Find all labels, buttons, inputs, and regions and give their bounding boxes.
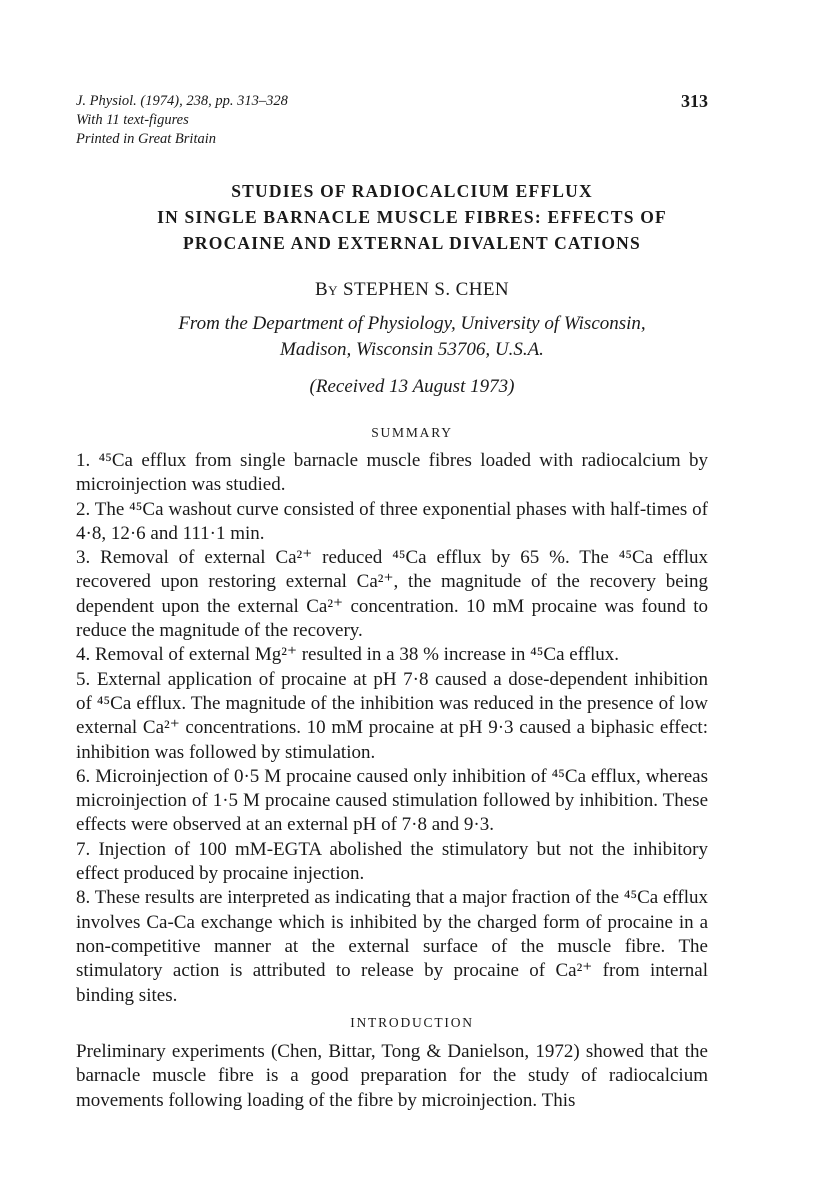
summary-item: 1. ⁴⁵Ca efflux from single barnacle muscle fibres loaded with radiocalcium by microinjection was studied. xyxy=(76,450,708,496)
title-line-1: STUDIES OF RADIOCALCIUM EFFLUX xyxy=(231,181,593,201)
introduction-section xyxy=(76,1040,708,1113)
summary-item: 3. Removal of external Ca²⁺ reduced ⁴⁵Ca efflux by 65 %. The ⁴⁵Ca efflux recovered upon restoring external Ca²⁺, the magnitude of the recovery being dependent upon the external Ca²⁺ concentration. 10 mM procaine was found to reduce the magnitude of the recovery. xyxy=(76,547,708,642)
summary-heading: SUMMARY xyxy=(371,425,453,440)
summary-item: 2. The ⁴⁵Ca washout curve consisted of three exponential phases with half-times of 4·8, 12·6 and 111·1 min. xyxy=(76,498,708,544)
summary-item: 7. Injection of 100 mM-EGTA abolished the stimulatory but not the inhibitory effect produced by procaine injection. xyxy=(76,838,708,885)
author-name: STEPHEN S. CHEN xyxy=(343,279,509,300)
summary-item: 5. External application of procaine at pH 7·8 caused a dose-dependent inhibition of ⁴⁵Ca efflux. The magnitude of the inhibition was reduced in the presence of low external Ca²⁺ concentrations. 10 mM procaine at pH 9·3 caused a biphasic effect: inhibition was followed by stimulation. xyxy=(76,668,708,763)
summary-section xyxy=(76,449,708,1008)
title-line-3: PROCAINE AND EXTERNAL DIVALENT CATIONS xyxy=(183,233,641,253)
summary-item: 8. These results are interpreted as indicating that a major fraction of the ⁴⁵Ca efflux involves Ca-Ca exchange which is inhibited by the charged form of procaine in a non-competitive manner at the external surface of the muscle fibre. The stimulatory action is attributed to release by procaine of Ca²⁺ from internal binding sites. xyxy=(76,887,708,1006)
affiliation-line-2: Madison, Wisconsin 53706, U.S.A. xyxy=(280,339,544,360)
affiliation xyxy=(76,311,748,363)
received-date: (Received 13 August 1973) xyxy=(309,376,515,397)
affiliation-line-1: From the Department of Physiology, University of Wisconsin, xyxy=(178,313,646,334)
byline-by: By xyxy=(315,279,338,300)
summary-item: 6. Microinjection of 0·5 M procaine caused only inhibition of ⁴⁵Ca efflux, whereas microinjection of 1·5 M procaine caused stimulation followed by inhibition. These effects were observed at an external pH of 7·8 and 9·3. xyxy=(76,765,708,836)
page-number: 313 xyxy=(681,91,708,111)
byline xyxy=(76,279,748,301)
printed-location: Printed in Great Britain xyxy=(76,131,217,147)
journal-citation: J. Physiol. (1974), 238, pp. 313–328 xyxy=(76,93,288,109)
running-header xyxy=(76,92,708,149)
introduction-paragraph: Preliminary experiments (Chen, Bittar, Tong & Danielson, 1972) showed that the barnacle muscle fibre is a good preparation for the study of radiocalcium movements following loading of the fibre by microinjection. This xyxy=(76,1041,708,1111)
title-line-2: IN SINGLE BARNACLE MUSCLE FIBRES: EFFECTS OF xyxy=(157,207,667,227)
summary-item: 4. Removal of external Mg²⁺ resulted in a 38 % increase in ⁴⁵Ca efflux. xyxy=(76,644,620,666)
introduction-heading: INTRODUCTION xyxy=(350,1015,474,1030)
article-title xyxy=(76,178,748,256)
figure-count: With 11 text-figures xyxy=(76,112,189,128)
